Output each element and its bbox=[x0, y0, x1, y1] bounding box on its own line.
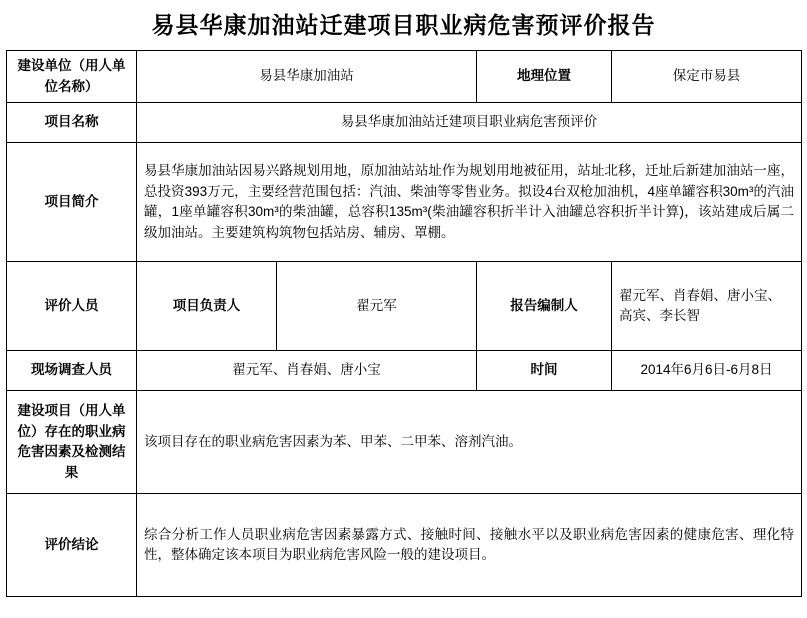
report-writer-label: 报告编制人 bbox=[477, 262, 612, 351]
report-table bbox=[6, 50, 802, 598]
project-intro-value: 易县华康加油站因易兴路规划用地，原加油站站址作为规划用地被征用，站址北移，迁址后新建加油站一座，总投资393万元，主要经营范围包括：汽油、柴油等零售业务。拟设4台双枪加油机，4座单罐容积30m³的汽油罐，1座单罐容积30m³的柴油罐，总容积135m³(柴油罐容积折半计入油罐总容积折半计算)，该站建成后属二级加油站。主要建筑构筑物包括站房、辅房、罩棚。 bbox=[137, 143, 802, 262]
table-row bbox=[7, 262, 802, 351]
conclusion-value: 综合分析工作人员职业病危害因素暴露方式、接触时间、接触水平以及职业病危害因素的健康危害、理化特性，整体确定该本项目为职业病危害风险一般的建设项目。 bbox=[137, 494, 802, 597]
project-name-label: 项目名称 bbox=[7, 103, 137, 143]
table-row bbox=[7, 50, 802, 103]
project-name-value: 易县华康加油站迁建项目职业病危害预评价 bbox=[137, 103, 802, 143]
construction-unit-label: 建设单位（用人单位名称） bbox=[7, 50, 137, 103]
time-label: 时间 bbox=[477, 351, 612, 391]
hazard-value: 该项目存在的职业病危害因素为苯、甲苯、二甲苯、溶剂汽油。 bbox=[137, 391, 802, 494]
conclusion-label: 评价结论 bbox=[7, 494, 137, 597]
table-row bbox=[7, 143, 802, 262]
page-title: 易县华康加油站迁建项目职业病危害预评价报告 bbox=[151, 12, 656, 38]
location-value: 保定市易县 bbox=[612, 50, 802, 103]
construction-unit-value: 易县华康加油站 bbox=[137, 50, 477, 103]
table-row bbox=[7, 391, 802, 494]
project-leader-value: 翟元军 bbox=[277, 262, 477, 351]
field-investigator-value: 翟元军、肖春娟、唐小宝 bbox=[137, 351, 477, 391]
location-label: 地理位置 bbox=[477, 50, 612, 103]
field-investigator-label: 现场调查人员 bbox=[7, 351, 137, 391]
table-row bbox=[7, 351, 802, 391]
report-writer-value: 翟元军、肖春娟、唐小宝、高宾、李长智 bbox=[612, 262, 802, 351]
project-intro-label: 项目简介 bbox=[7, 143, 137, 262]
table-row bbox=[7, 494, 802, 597]
hazard-label: 建设项目（用人单位）存在的职业病危害因素及检测结果 bbox=[7, 391, 137, 494]
table-row bbox=[7, 103, 802, 143]
project-leader-label: 项目负责人 bbox=[137, 262, 277, 351]
evaluator-label: 评价人员 bbox=[7, 262, 137, 351]
time-value: 2014年6月6日-6月8日 bbox=[612, 351, 802, 391]
